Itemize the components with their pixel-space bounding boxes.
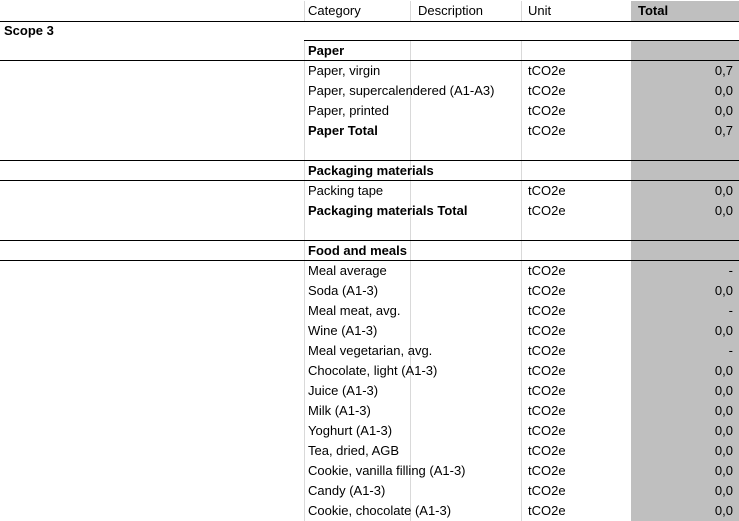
unit-cell[interactable]: tCO2e: [528, 343, 566, 358]
category-cell[interactable]: Candy (A1-3): [308, 483, 386, 498]
total-cell[interactable]: 0,7: [714, 63, 733, 78]
group-heading[interactable]: Food and meals: [308, 243, 407, 258]
table-row: [0, 481, 739, 501]
subtotal-label[interactable]: Packaging materials Total: [308, 203, 468, 218]
total-cell[interactable]: 0,7: [714, 123, 733, 138]
table-row: [0, 361, 739, 381]
category-cell[interactable]: Chocolate, light (A1-3): [308, 363, 438, 378]
table-row: [0, 441, 739, 461]
total-cell[interactable]: 0,0: [714, 103, 733, 118]
table-row: [0, 321, 739, 341]
unit-cell[interactable]: tCO2e: [528, 263, 566, 278]
table-row: [0, 341, 739, 361]
total-cell[interactable]: 0,0: [714, 203, 733, 218]
unit-cell[interactable]: tCO2e: [528, 463, 566, 478]
category-cell[interactable]: Milk (A1-3): [308, 403, 371, 418]
total-cell[interactable]: 0,0: [714, 83, 733, 98]
category-cell[interactable]: Wine (A1-3): [308, 323, 378, 338]
unit-cell[interactable]: tCO2e: [528, 423, 566, 438]
table-row: [0, 501, 739, 521]
category-cell[interactable]: Paper, supercalendered (A1-A3): [308, 83, 495, 98]
table-row: [0, 221, 739, 241]
total-cell[interactable]: 0,0: [714, 403, 733, 418]
total-cell[interactable]: -: [728, 303, 733, 318]
total-cell[interactable]: 0,0: [714, 423, 733, 438]
total-column-fill: [631, 221, 739, 241]
unit-cell[interactable]: tCO2e: [528, 203, 566, 218]
unit-cell[interactable]: tCO2e: [528, 503, 566, 518]
table-row: [0, 101, 739, 121]
category-cell[interactable]: Meal vegetarian, avg.: [308, 343, 433, 358]
table-row: [0, 461, 739, 481]
total-cell[interactable]: 0,0: [714, 283, 733, 298]
category-cell[interactable]: Packing tape: [308, 183, 384, 198]
total-column-fill: [631, 141, 739, 161]
unit-cell[interactable]: tCO2e: [528, 443, 566, 458]
unit-cell[interactable]: tCO2e: [528, 303, 566, 318]
unit-cell[interactable]: tCO2e: [528, 363, 566, 378]
table-row: [0, 281, 739, 301]
unit-cell[interactable]: tCO2e: [528, 383, 566, 398]
table-row: [0, 301, 739, 321]
total-cell[interactable]: 0,0: [714, 323, 733, 338]
unit-cell[interactable]: tCO2e: [528, 83, 566, 98]
category-cell[interactable]: Paper, virgin: [308, 63, 381, 78]
table-row: [0, 421, 739, 441]
category-cell[interactable]: Paper, printed: [308, 103, 389, 118]
header-category[interactable]: Category: [308, 3, 361, 18]
table-row: [0, 141, 739, 161]
table-row: [0, 41, 739, 61]
unit-cell[interactable]: tCO2e: [528, 483, 566, 498]
header-description[interactable]: Description: [418, 3, 484, 18]
unit-cell[interactable]: tCO2e: [528, 283, 566, 298]
total-cell[interactable]: 0,0: [714, 383, 733, 398]
scope-label[interactable]: Scope 3: [4, 23, 54, 38]
category-cell[interactable]: Tea, dried, AGB: [308, 443, 400, 458]
category-cell[interactable]: Juice (A1-3): [308, 383, 379, 398]
table-row: [0, 261, 739, 281]
total-cell[interactable]: -: [728, 343, 733, 358]
header-unit[interactable]: Unit: [528, 3, 552, 18]
header-total[interactable]: Total: [638, 3, 669, 18]
unit-cell[interactable]: tCO2e: [528, 123, 566, 138]
table-row: [0, 201, 739, 221]
total-cell[interactable]: 0,0: [714, 183, 733, 198]
header-row: [0, 1, 739, 21]
total-cell[interactable]: 0,0: [714, 483, 733, 498]
table-row: [0, 81, 739, 101]
table-row: [0, 21, 739, 41]
total-cell[interactable]: -: [728, 263, 733, 278]
total-column-fill: [631, 161, 739, 181]
category-cell[interactable]: Cookie, vanilla filling (A1-3): [308, 463, 466, 478]
unit-cell[interactable]: tCO2e: [528, 63, 566, 78]
unit-cell[interactable]: tCO2e: [528, 103, 566, 118]
table-row: [0, 241, 739, 261]
group-heading[interactable]: Packaging materials: [308, 163, 434, 178]
unit-cell[interactable]: tCO2e: [528, 183, 566, 198]
table-row: [0, 161, 739, 181]
category-cell[interactable]: Cookie, chocolate (A1-3): [308, 503, 452, 518]
table-row: [0, 181, 739, 201]
total-column-fill: [631, 301, 739, 321]
category-cell[interactable]: Meal meat, avg.: [308, 303, 401, 318]
total-column-fill: [631, 241, 739, 261]
category-cell[interactable]: Yoghurt (A1-3): [308, 423, 393, 438]
total-cell[interactable]: 0,0: [714, 503, 733, 518]
subtotal-label[interactable]: Paper Total: [308, 123, 378, 138]
table-row: [0, 61, 739, 81]
unit-cell[interactable]: tCO2e: [528, 323, 566, 338]
total-column-fill: [631, 41, 739, 61]
total-column-fill: [631, 341, 739, 361]
total-cell[interactable]: 0,0: [714, 363, 733, 378]
table-row: [0, 121, 739, 141]
total-cell[interactable]: 0,0: [714, 443, 733, 458]
category-cell[interactable]: Soda (A1-3): [308, 283, 379, 298]
total-cell[interactable]: 0,0: [714, 463, 733, 478]
group-heading[interactable]: Paper: [308, 43, 345, 58]
table-row: [0, 381, 739, 401]
unit-cell[interactable]: tCO2e: [528, 403, 566, 418]
total-column-fill: [631, 261, 739, 281]
category-cell[interactable]: Meal average: [308, 263, 387, 278]
table-row: [0, 401, 739, 421]
